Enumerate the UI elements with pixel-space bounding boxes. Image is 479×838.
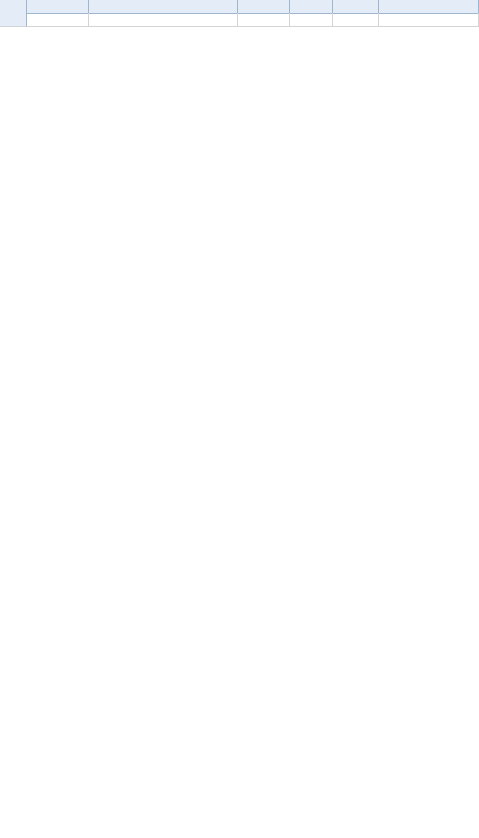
cell-rate-header[interactable]: [333, 13, 379, 27]
cell-total-header[interactable]: [379, 13, 479, 27]
column-header-d[interactable]: [290, 0, 333, 13]
table-header-row: [0, 13, 479, 27]
row-header[interactable]: [0, 13, 27, 27]
cell-description-header[interactable]: [89, 13, 238, 27]
column-header-a[interactable]: [27, 0, 89, 13]
cell-quantity-header[interactable]: [238, 13, 290, 27]
column-header-f[interactable]: [379, 0, 479, 13]
column-header-e[interactable]: [333, 0, 379, 13]
column-header-c[interactable]: [238, 0, 290, 13]
cell-unit-header[interactable]: [290, 13, 333, 27]
column-header-bar: [0, 0, 479, 14]
select-all-corner[interactable]: [0, 0, 27, 13]
cell-bill-ref-header[interactable]: [27, 13, 89, 27]
column-header-b[interactable]: [89, 0, 238, 13]
